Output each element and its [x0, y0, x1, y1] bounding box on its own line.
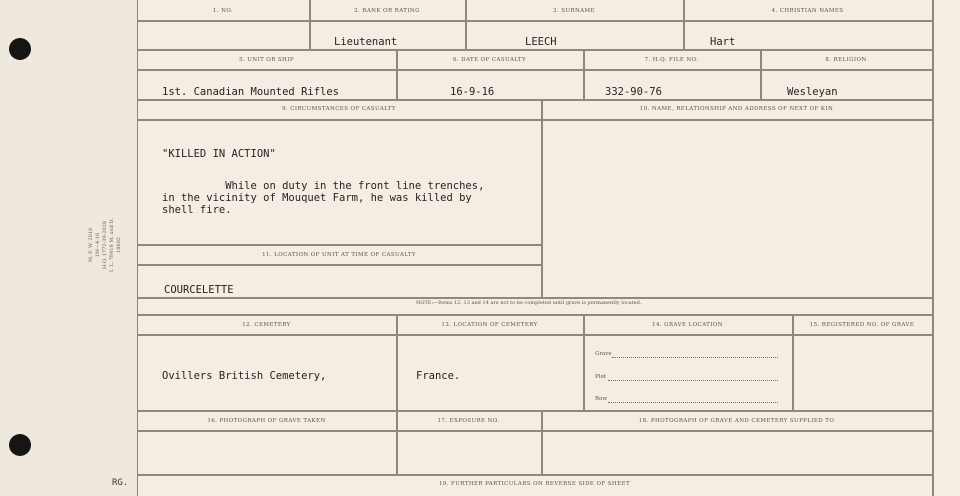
- grave-label: Grave: [595, 351, 612, 357]
- christian-names-value: Hart: [710, 36, 736, 48]
- rule: [137, 334, 932, 336]
- punch-hole: [9, 38, 31, 60]
- header-location-cemetery: 13. LOCATION OF CEMETERY: [441, 322, 538, 328]
- unit-value: 1st. Canadian Mounted Rifles: [162, 86, 340, 98]
- rule: [792, 314, 794, 410]
- file-no-value: 332-90-76: [605, 86, 662, 98]
- header-date: 6. DATE OF CASUALTY: [452, 57, 527, 63]
- rule: [541, 99, 543, 297]
- footer-further-particulars: 19. FURTHER PARTICULARS ON REVERSE SIDE OF SHEET: [438, 481, 631, 487]
- row-line: [608, 402, 778, 403]
- rank-value: Lieutenant: [334, 36, 398, 48]
- header-file-no: 7. H.Q. FILE NO.: [644, 57, 699, 63]
- religion-value: Wesleyan: [787, 86, 838, 98]
- header-next-of-kin: 10. NAME, RELATIONSHIP AND ADDRESS OF NEXT OF KIN: [639, 106, 834, 112]
- rule: [137, 410, 932, 412]
- header-surname: 3. SURNAME: [553, 8, 595, 14]
- header-unit: 5. UNIT OR SHIP: [239, 57, 294, 63]
- rule: [137, 99, 932, 101]
- header-christian-names: 4. CHRISTIAN NAMES: [771, 8, 844, 14]
- plot-line: [608, 380, 778, 381]
- note: NOTE:—Items 12, 13 and 14 are not to be completed until grave is permanently located.: [416, 300, 642, 306]
- rule: [137, 314, 932, 316]
- punch-hole: [9, 434, 31, 456]
- header-grave-location: 14. GRAVE LOCATION: [652, 322, 723, 328]
- rule: [137, 474, 932, 476]
- rule: [137, 49, 932, 51]
- form-code-line: H.Q. 1772-39-2028: [102, 220, 108, 270]
- location-cemetery-value: France.: [416, 370, 461, 382]
- rule: [137, 297, 932, 299]
- cemetery-value: Ovillers British Cemetery,: [162, 370, 327, 382]
- rule: [137, 69, 932, 71]
- circumstance-title: "KILLED IN ACTION": [162, 148, 276, 160]
- row-label: Row: [595, 396, 608, 402]
- form-code-line: 1M—4-16: [95, 232, 101, 258]
- header-cemetery: 12. CEMETERY: [242, 322, 291, 328]
- circumstance-text: While on duty in the front line trenches, in the vicinity of Mouquet Farm, he was killed by shell fire.: [162, 180, 485, 216]
- header-no: 1. NO.: [212, 8, 234, 14]
- header-location-unit: 11. LOCATION OF UNIT AT TIME OF CASUALTY: [262, 252, 416, 258]
- header-exposure: 17. EXPOSURE NO.: [437, 418, 500, 424]
- location-unit-value: COURCELETTE: [164, 284, 234, 296]
- rule: [137, 264, 542, 266]
- rg-label: RG.: [112, 478, 129, 488]
- grave-line: [612, 357, 778, 358]
- plot-label: Plot: [595, 374, 606, 380]
- rule: [396, 314, 398, 410]
- header-religion: 8. RELIGION: [825, 57, 867, 63]
- rule: [137, 430, 932, 432]
- rule: [137, 119, 932, 121]
- header-circumstances: 9. CIRCUMSTANCES OF CASUALTY: [282, 106, 396, 112]
- header-photo-supplied: 18. PHOTOGRAPH OF GRAVE AND CEMETERY SUPPLIED TO: [638, 418, 835, 424]
- header-registered-no: 15. REGISTERED NO. OF GRAVE: [809, 322, 915, 328]
- rule: [137, 20, 932, 22]
- date-value: 16-9-16: [450, 86, 495, 98]
- header-rank: 2. RANK OR RATING: [354, 8, 420, 14]
- form-code-line: M. F. W. 2018: [88, 227, 94, 263]
- header-photo-taken: 16. PHOTOGRAPH OF GRAVE TAKEN: [207, 418, 326, 424]
- form-code-line: I. L. 78418 M. and D. 18602: [109, 218, 122, 272]
- rule: [137, 244, 542, 246]
- surname-value: LEECH: [525, 36, 557, 48]
- rule: [932, 0, 934, 496]
- rule: [583, 314, 585, 410]
